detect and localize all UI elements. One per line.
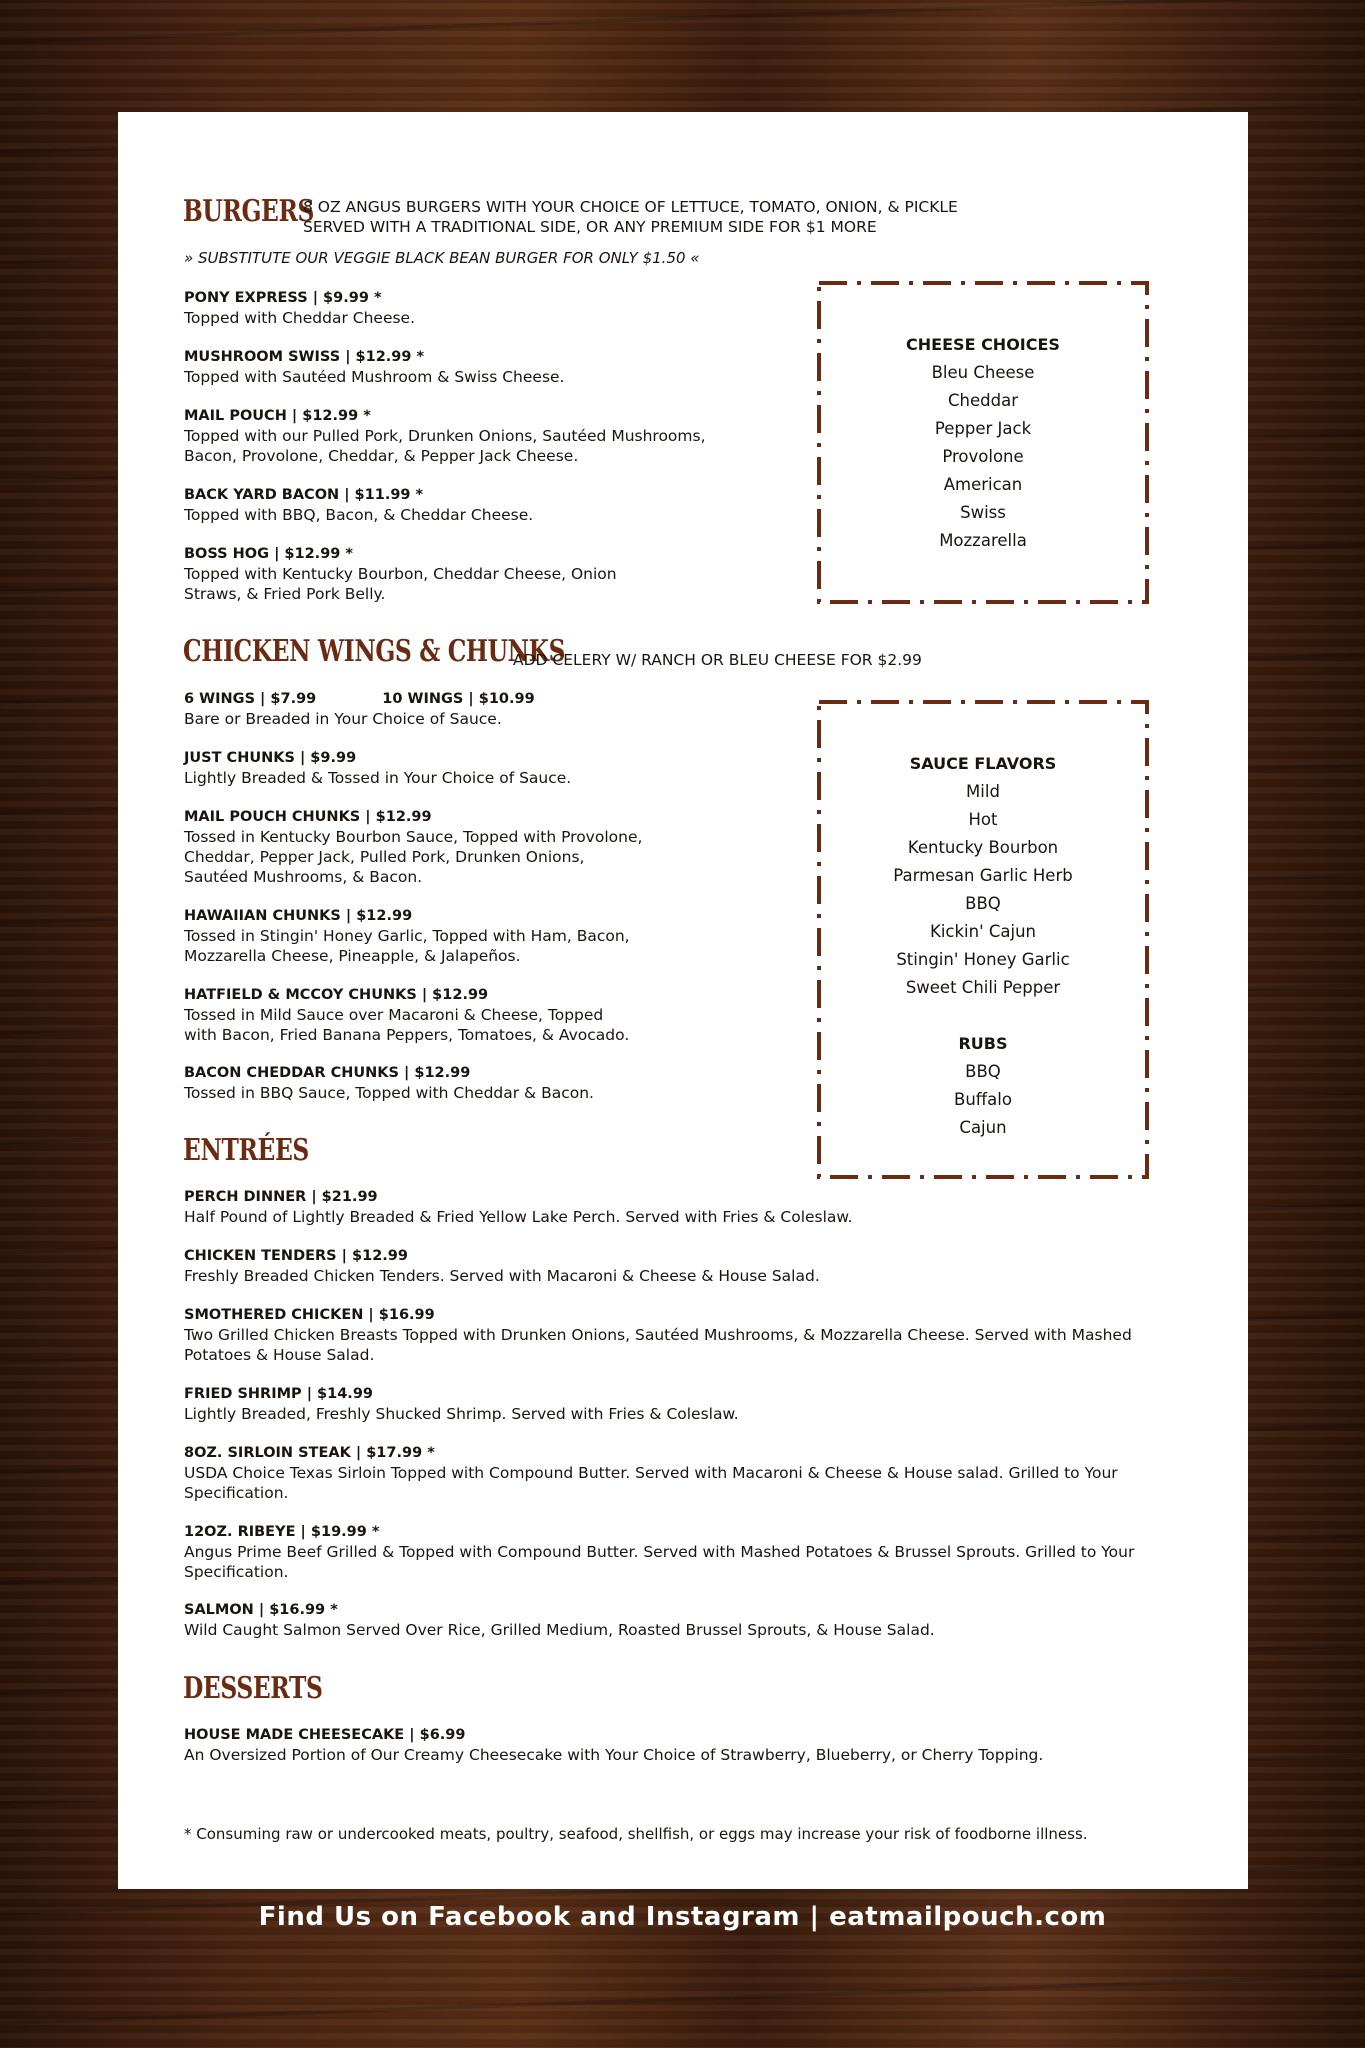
wings-note: ADD CELERY W/ RANCH OR BLEU CHEESE FOR $2.99 <box>513 651 922 669</box>
item-desc: Angus Prime Beef Grilled & Topped with Compound Butter. Served with Mashed Potatoes & Brussel Sprouts. Grilled to Your Specification. <box>184 1543 1135 1581</box>
item-desc: Two Grilled Chicken Breasts Topped with Drunken Onions, Sautéed Mushrooms, & Mozzarella Cheese. Served with Mashed Potatoes & House Salad. <box>184 1326 1132 1364</box>
item-name: BOSS HOG | $12.99 * <box>184 546 354 562</box>
menu-item <box>184 748 904 788</box>
item-desc: Tossed in Stingin' Honey Garlic, Topped with Ham, Bacon, Mozzarella Cheese, Pineapple, & Jalapeños. <box>184 927 630 965</box>
sauce-flavor: Stingin' Honey Garlic <box>896 950 1070 969</box>
menu-item <box>184 906 904 966</box>
item-name: 8OZ. SIRLOIN STEAK | $17.99 * <box>184 1445 435 1461</box>
wings-title: CHICKEN WINGS & CHUNKS <box>183 634 566 669</box>
item-name: HOUSE MADE CHEESECAKE | $6.99 <box>184 1727 466 1743</box>
burgers-note-line2: SERVED WITH A TRADITIONAL SIDE, OR ANY PREMIUM SIDE FOR $1 MORE <box>303 218 877 236</box>
item-name: HAWAIIAN CHUNKS | $12.99 <box>184 908 413 924</box>
burgers-title: BURGERS <box>183 194 315 229</box>
cheese-choice: Provolone <box>942 447 1024 466</box>
wings-10-price: 10 WINGS | $10.99 <box>382 691 535 707</box>
menu-item <box>184 1187 1174 1227</box>
menu-item <box>184 1384 1174 1424</box>
item-desc: Topped with Kentucky Bourbon, Cheddar Cheese, Onion Straws, & Fried Pork Belly. <box>184 565 617 603</box>
item-name: CHICKEN TENDERS | $12.99 <box>184 1248 408 1264</box>
menu-item <box>184 689 904 729</box>
item-desc: Topped with Cheddar Cheese. <box>184 309 416 327</box>
sauce-flavor: Sweet Chili Pepper <box>905 978 1061 997</box>
menu-item <box>184 1600 1174 1640</box>
item-name: MAIL POUCH CHUNKS | $12.99 <box>184 809 432 825</box>
cheese-choice: Swiss <box>960 503 1006 522</box>
menu-item <box>184 1063 904 1103</box>
item-name: FRIED SHRIMP | $14.99 <box>184 1386 373 1402</box>
sauce-flavor: Kentucky Bourbon <box>907 838 1059 857</box>
menu-item <box>184 288 904 328</box>
item-desc: Half Pound of Lightly Breaded & Fried Yellow Lake Perch. Served with Fries & Coleslaw. <box>184 1208 853 1226</box>
allergy-footnote: * Consuming raw or undercooked meats, poultry, seafood, shellfish, or eggs may increase your risk of foodborne illness. <box>184 1825 1088 1843</box>
item-name: 12OZ. RIBEYE | $19.99 * <box>184 1524 380 1540</box>
sauce-box-title: SAUCE FLAVORS <box>909 754 1057 773</box>
menu-item <box>184 985 904 1045</box>
cheese-choice: Bleu Cheese <box>931 363 1035 382</box>
rubs-title: RUBS <box>958 1034 1008 1053</box>
item-name: HATFIELD & MCCOY CHUNKS | $12.99 <box>184 987 489 1003</box>
cheese-choice: Cheddar <box>948 391 1018 410</box>
cheese-choice: Mozzarella <box>939 531 1027 550</box>
entrees-title: ENTRÉES <box>183 1133 309 1168</box>
item-desc: Topped with our Pulled Pork, Drunken Onions, Sautéed Mushrooms, Bacon, Provolone, Cheddar, & Pepper Jack Cheese. <box>184 427 706 465</box>
item-desc: Tossed in BBQ Sauce, Topped with Cheddar & Bacon. <box>184 1084 594 1102</box>
rub-item: BBQ <box>965 1062 1001 1081</box>
item-desc: Topped with BBQ, Bacon, & Cheddar Cheese. <box>184 506 534 524</box>
menu-item <box>184 347 904 387</box>
item-desc: Freshly Breaded Chicken Tenders. Served with Macaroni & Cheese & House Salad. <box>184 1267 820 1285</box>
sauce-flavor: Kickin' Cajun <box>930 922 1036 941</box>
item-name: JUST CHUNKS | $9.99 <box>184 750 357 766</box>
sauce-flavor: Mild <box>966 782 1000 801</box>
burgers-note-line1: 8 OZ ANGUS BURGERS WITH YOUR CHOICE OF LETTUCE, TOMATO, ONION, & PICKLE <box>303 198 958 216</box>
menu-item <box>184 1246 1174 1286</box>
sauce-flavor: Hot <box>968 810 998 829</box>
item-desc: Tossed in Kentucky Bourbon Sauce, Topped with Provolone, Cheddar, Pepper Jack, Pulled Pork, Drunken Onions, Sautéed Mushrooms, & Bacon. <box>184 828 643 886</box>
desserts-title: DESSERTS <box>183 1671 323 1706</box>
menu-item <box>184 807 904 887</box>
sauce-flavors-box <box>817 750 1149 1142</box>
item-name <box>184 689 904 709</box>
footer-social-links: Find Us on Facebook and Instagram | eatmailpouch.com <box>258 1902 1107 1932</box>
item-name: SALMON | $16.99 * <box>184 1602 338 1618</box>
item-name: SMOTHERED CHICKEN | $16.99 <box>184 1307 435 1323</box>
menu-item <box>184 1522 1174 1582</box>
item-name: MUSHROOM SWISS | $12.99 * <box>184 349 425 365</box>
sauce-flavor: BBQ <box>965 894 1001 913</box>
cheese-box-title: CHEESE CHOICES <box>906 335 1060 354</box>
cheese-choice: Pepper Jack <box>934 419 1032 438</box>
rub-item: Cajun <box>959 1118 1007 1137</box>
menu-item <box>184 1305 1174 1365</box>
item-desc: An Oversized Portion of Our Creamy Cheesecake with Your Choice of Strawberry, Blueberry, or Cherry Topping. <box>184 1746 1044 1764</box>
item-desc: Lightly Breaded & Tossed in Your Choice of Sauce. <box>184 769 572 787</box>
item-desc: Topped with Sautéed Mushroom & Swiss Cheese. <box>184 368 565 386</box>
item-name: PONY EXPRESS | $9.99 * <box>184 290 382 306</box>
item-desc: Tossed in Mild Sauce over Macaroni & Cheese, Topped with Bacon, Fried Banana Peppers, Tomatoes, & Avocado. <box>184 1006 630 1044</box>
item-desc: Lightly Breaded, Freshly Shucked Shrimp. Served with Fries & Coleslaw. <box>184 1405 739 1423</box>
item-desc: Bare or Breaded in Your Choice of Sauce. <box>184 710 502 728</box>
burgers-substitute-note: » SUBSTITUTE OUR VEGGIE BLACK BEAN BURGER FOR ONLY $1.50 « <box>184 249 700 267</box>
menu-item <box>184 1725 1174 1765</box>
item-name: PERCH DINNER | $21.99 <box>184 1189 378 1205</box>
wings-6-price: 6 WINGS | $7.99 <box>184 691 317 707</box>
sauce-flavor: Parmesan Garlic Herb <box>893 866 1073 885</box>
rub-item: Buffalo <box>954 1090 1012 1109</box>
menu-item <box>184 406 904 466</box>
item-name: BACON CHEDDAR CHUNKS | $12.99 <box>184 1065 471 1081</box>
item-desc: USDA Choice Texas Sirloin Topped with Compound Butter. Served with Macaroni & Cheese & House salad. Grilled to Your Specification. <box>184 1464 1118 1502</box>
item-desc: Wild Caught Salmon Served Over Rice, Grilled Medium, Roasted Brussel Sprouts, & House Salad. <box>184 1621 935 1639</box>
cheese-choice: American <box>943 475 1023 494</box>
menu-item <box>184 1443 1174 1503</box>
menu-item <box>184 485 904 525</box>
menu-item <box>184 544 904 604</box>
item-name: MAIL POUCH | $12.99 * <box>184 408 371 424</box>
cheese-choices-box <box>817 331 1149 555</box>
item-name: BACK YARD BACON | $11.99 * <box>184 487 424 503</box>
